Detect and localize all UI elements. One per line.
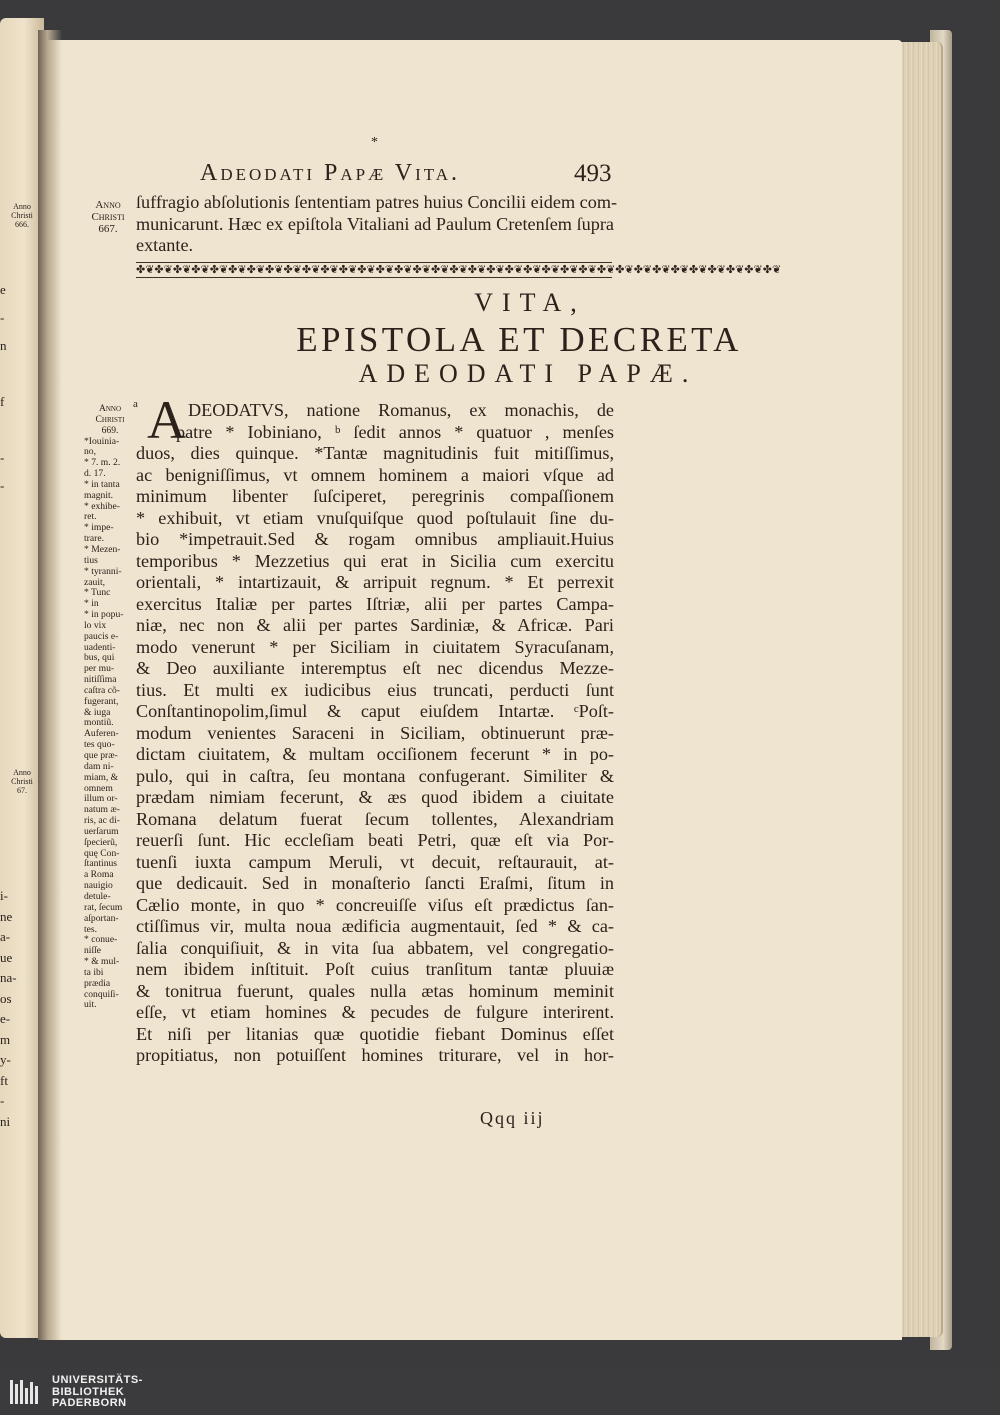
side-note-line: detule- — [84, 890, 111, 902]
side-note-line: uadenti- — [84, 641, 116, 653]
top-paragraph — [136, 192, 618, 257]
text-line: extante. — [136, 235, 194, 255]
text-line: Romana delatum fuerat ſecum tollentes, Alexandriam — [136, 808, 614, 829]
printer-mark: * — [371, 135, 378, 150]
side-note-line: * in popu- — [84, 609, 124, 621]
catchword-signature: Qqq iij — [480, 1108, 545, 1128]
side-note-line: uit. — [84, 999, 97, 1011]
text-line: eſſe, vt etiam homines & pecudes de fulgure interirent. — [136, 1002, 614, 1022]
side-note-line: * in — [84, 598, 99, 610]
library-logo-icon — [8, 1378, 44, 1408]
left-page-line-ending: m — [0, 1031, 11, 1047]
side-note-line: omnem — [84, 782, 113, 794]
left-page-line-ending: e- — [0, 1011, 11, 1026]
side-note-line: * Tunc — [84, 587, 111, 599]
logo-line-1: UNIVERSITÄTS- — [52, 1374, 143, 1386]
page-number: 493 — [574, 160, 612, 187]
text-line: minimum libenter ſuſciperet, peregrinis compaſſionem — [136, 486, 614, 506]
side-note-line: natum æ- — [84, 804, 120, 816]
side-note-line: Anno — [98, 403, 122, 414]
body-text — [136, 400, 614, 1067]
side-note-line: zauit, — [84, 576, 106, 588]
text-line: & Deo auxiliante interemptus eſt nec dicendus Mezze- — [136, 658, 614, 678]
title-epistola-et-decreta: EPISTOLA ET DECRETA — [296, 320, 742, 359]
text-line: prædam nimiam fecerunt, & æs quod ibidem a ciuitate — [136, 787, 614, 807]
text-line: reuerſi ſunt. Hic eccleſiam beati Petri, quæ eſt via Por- — [136, 830, 614, 850]
text-line: patre * Iobiniano, ᵇ ſedit annos * quatuor , menſes — [176, 421, 614, 442]
side-note-line: uerſarum — [84, 825, 119, 837]
side-note-line: caſtra cõ- — [84, 684, 120, 696]
left-page-line-ending: na- — [0, 970, 17, 985]
text-line: DEODATVS, natione Romanus, ex monachis, de — [188, 400, 614, 420]
text-line: Cælio monte, in quo * concreuiſſe viſus eſt prædictus ſan- — [136, 894, 614, 915]
left-page-line-ending: ft — [0, 1072, 8, 1088]
margin-note-year-667: Anno Christi 667. — [91, 199, 125, 235]
text-line: exercitus Italiæ per partes Iſtriæ, alii per partes Campa- — [136, 593, 614, 614]
text-line: * exhibuit, vt etiam vnuſquiſque quod poſtulauit ſine du- — [136, 507, 614, 528]
side-note-line: * in tanta — [84, 478, 120, 490]
left-page-line-ending: a- — [0, 929, 11, 944]
text-line: & tonitrua fuerunt, quales nulla ætas hominum meminit — [136, 980, 614, 1001]
ornamental-band: ✤❦✤❦✤❦✤❦✤❦✤❦✤❦✤❦✤❦✤❦✤❦✤❦✤❦✤❦✤❦✤❦✤❦✤❦✤❦✤❦✤❦✤❦✤❦✤❦✤❦✤❦✤❦✤❦✤❦✤❦✤❦✤❦✤❦✤❦✤❦ — [136, 264, 782, 276]
side-note-line: niſſe — [84, 945, 102, 957]
text-line: Conſtantinopolim,ſimul & caput eiuſdem Intartæ. ᶜPoſt- — [136, 701, 614, 721]
side-note-line: ſpecierũ, — [84, 836, 118, 848]
side-note-line: & iuga — [84, 706, 111, 718]
side-note-line: tius — [84, 554, 98, 566]
left-page-line-endings-bottom — [0, 886, 17, 1132]
text-line: ſalia conquiſiuit, & in vita ſua abbatem, vel congregatio- — [136, 937, 614, 958]
text-line: pulo, qui in caſtra, ſeu montana confugerant. Similiter & — [136, 765, 614, 786]
side-notes-column — [84, 404, 136, 1011]
side-note-line: nauigio — [84, 880, 113, 892]
side-note-line: nitiſſima — [84, 674, 117, 686]
side-note-line: fugerant, — [84, 695, 119, 707]
text-line: propitiatus, non potuiſſent homines triturare, vel in hor- — [136, 1045, 614, 1065]
footer-bar — [0, 1366, 1000, 1415]
left-page-margin-note-mid: Anno Christi 67. — [11, 768, 33, 795]
text-line: tius. Et multi ex iudicibus eius truncati, perducti ſunt — [136, 679, 614, 700]
left-page-line-ending: y- — [0, 1052, 11, 1067]
logo-line-3: PADERBORN — [52, 1397, 127, 1409]
left-page-line-ending: ne — [0, 908, 13, 924]
left-page-line-ending: - — [0, 310, 5, 325]
side-note-line: *Iouinia- — [84, 435, 120, 447]
text-line: duos, dies quinque. *Tantæ magnitudinis fuit mitiſſimus, — [136, 443, 614, 463]
side-note-line: * impe- — [84, 522, 114, 534]
side-note-line: 669. — [101, 424, 119, 436]
library-logo-text — [52, 1375, 143, 1410]
side-note-line: conquiſi- — [84, 988, 119, 1000]
side-note-line: montiũ. — [84, 717, 114, 729]
side-note-line: Auferen- — [84, 728, 119, 740]
side-note-line: * conue- — [84, 934, 118, 946]
footnote-marker-a: a — [133, 398, 138, 410]
text-line: modo venerunt * per Siciliam in ciuitatem Syracuſanam, — [136, 636, 614, 657]
left-page-line-ending: i- — [0, 888, 8, 903]
side-note-line: * exhibe- — [84, 500, 120, 512]
running-head — [200, 160, 460, 187]
running-head-text: Adeodati Papæ Vita. — [200, 160, 461, 186]
side-note-line: no, — [84, 446, 96, 458]
side-note-line: quę Con- — [84, 847, 120, 859]
side-note-line: * 7. m. 2. — [84, 457, 121, 469]
text-line: tuenſi iuxta campum Meruli, vt decuit, reſtaurauit, at- — [136, 851, 614, 872]
logo-line-2: BIBLIOTHEK — [52, 1385, 125, 1398]
side-note-line: ret. — [84, 511, 97, 523]
side-note-line: a Roma — [84, 869, 114, 881]
title-vita: VITA, — [474, 288, 586, 317]
side-note-line: que præ- — [84, 750, 118, 761]
left-page-line-ending: - — [0, 478, 5, 493]
left-page-line-ending: n — [0, 338, 7, 353]
side-note-line: tes quo- — [84, 739, 115, 751]
left-page-line-ending: ue — [0, 949, 13, 965]
side-note-line: ta ibi — [84, 966, 104, 978]
text-line: dictam ciuitatem, & multam occiſionem fecerunt * in po- — [136, 744, 614, 764]
left-page-line-ending: f — [0, 394, 5, 409]
drop-cap: A — [147, 390, 186, 450]
side-note-line: prædia — [84, 977, 111, 989]
side-note-line: magnit. — [84, 489, 114, 501]
side-note-line: ſtantinus — [84, 858, 118, 870]
text-line: niæ, nec non & alii per partes Sardiniæ, & Africæ. Pari — [136, 615, 614, 635]
text-line: temporibus * Mezzetius qui erat in Sicilia cum exercitu — [136, 550, 614, 571]
side-note-line: d. 17. — [84, 468, 106, 480]
title-adeodati-papae: ADEODATI PAPÆ. — [358, 359, 698, 388]
side-note-line: rat, ſecum — [84, 901, 123, 913]
text-line: orientali, * intartizauit, & arripuit regnum. * Et perrexit — [136, 572, 614, 592]
side-note-line: per mu- — [84, 663, 115, 675]
text-line: bio *impetrauit.Sed & rogam omnibus ampliauit.Huius — [136, 529, 614, 549]
side-note-line: Christi — [95, 413, 125, 425]
book-gutter-shadow — [38, 30, 62, 1340]
text-line: que dedicauit. Sed in monaſterio ſancti Eraſmi, ſitum in — [136, 873, 614, 893]
text-line: ctiſſimus vir, multa noua ædificia augmentauit, ſed * & ca- — [136, 916, 614, 936]
side-note-line: illum or- — [84, 793, 118, 805]
side-note-line: paucis e- — [84, 630, 119, 642]
left-page-line-ending: os — [0, 990, 12, 1006]
side-note-line: * & mul- — [84, 956, 120, 968]
side-note-line: aſportan- — [84, 912, 119, 924]
text-line: modum venientes Saraceni in Siciliam, obtinuerunt præ- — [136, 722, 614, 743]
side-note-line: bus, qui — [84, 652, 115, 664]
side-note-line: tes. — [84, 923, 98, 935]
left-page-line-ending — [0, 416, 14, 444]
text-line: nem ibidem inſtituit. Poſt cuius tranſitum tantæ pluuiæ — [136, 959, 614, 979]
text-line: municarunt. Hæc ex epiſtola Vitaliani ad Paulum Cretenſem ſupra — [136, 213, 614, 234]
page-stack-edge — [895, 42, 943, 1337]
left-page-line-ending: e — [0, 282, 6, 297]
left-page-margin-note-top: Anno Christi 666. — [11, 202, 33, 229]
left-page-line-ending: - — [0, 1093, 5, 1108]
side-note-line: ris, ac di- — [84, 815, 120, 827]
left-page-line-ending: - — [0, 450, 5, 465]
left-page-line-ending: ni — [0, 1113, 11, 1129]
side-note-line: trare. — [84, 533, 104, 545]
text-line: ſuffragio abſolutionis ſententiam patres huius Concilii eidem com- — [136, 192, 618, 212]
text-line: ac benigniſſimus, vt omnem hominem a maiori vſque ad — [136, 464, 614, 485]
side-note-line: lo vix — [84, 619, 107, 631]
text-line: Et niſi per litanias quæ quotidie fiebant Dominus eſſet — [136, 1023, 614, 1044]
side-note-line: miam, & — [84, 771, 119, 783]
side-note-line: * tyranni- — [84, 565, 122, 577]
side-note-line: * Mezen- — [84, 543, 121, 555]
side-note-line: dam ni- — [84, 760, 114, 772]
